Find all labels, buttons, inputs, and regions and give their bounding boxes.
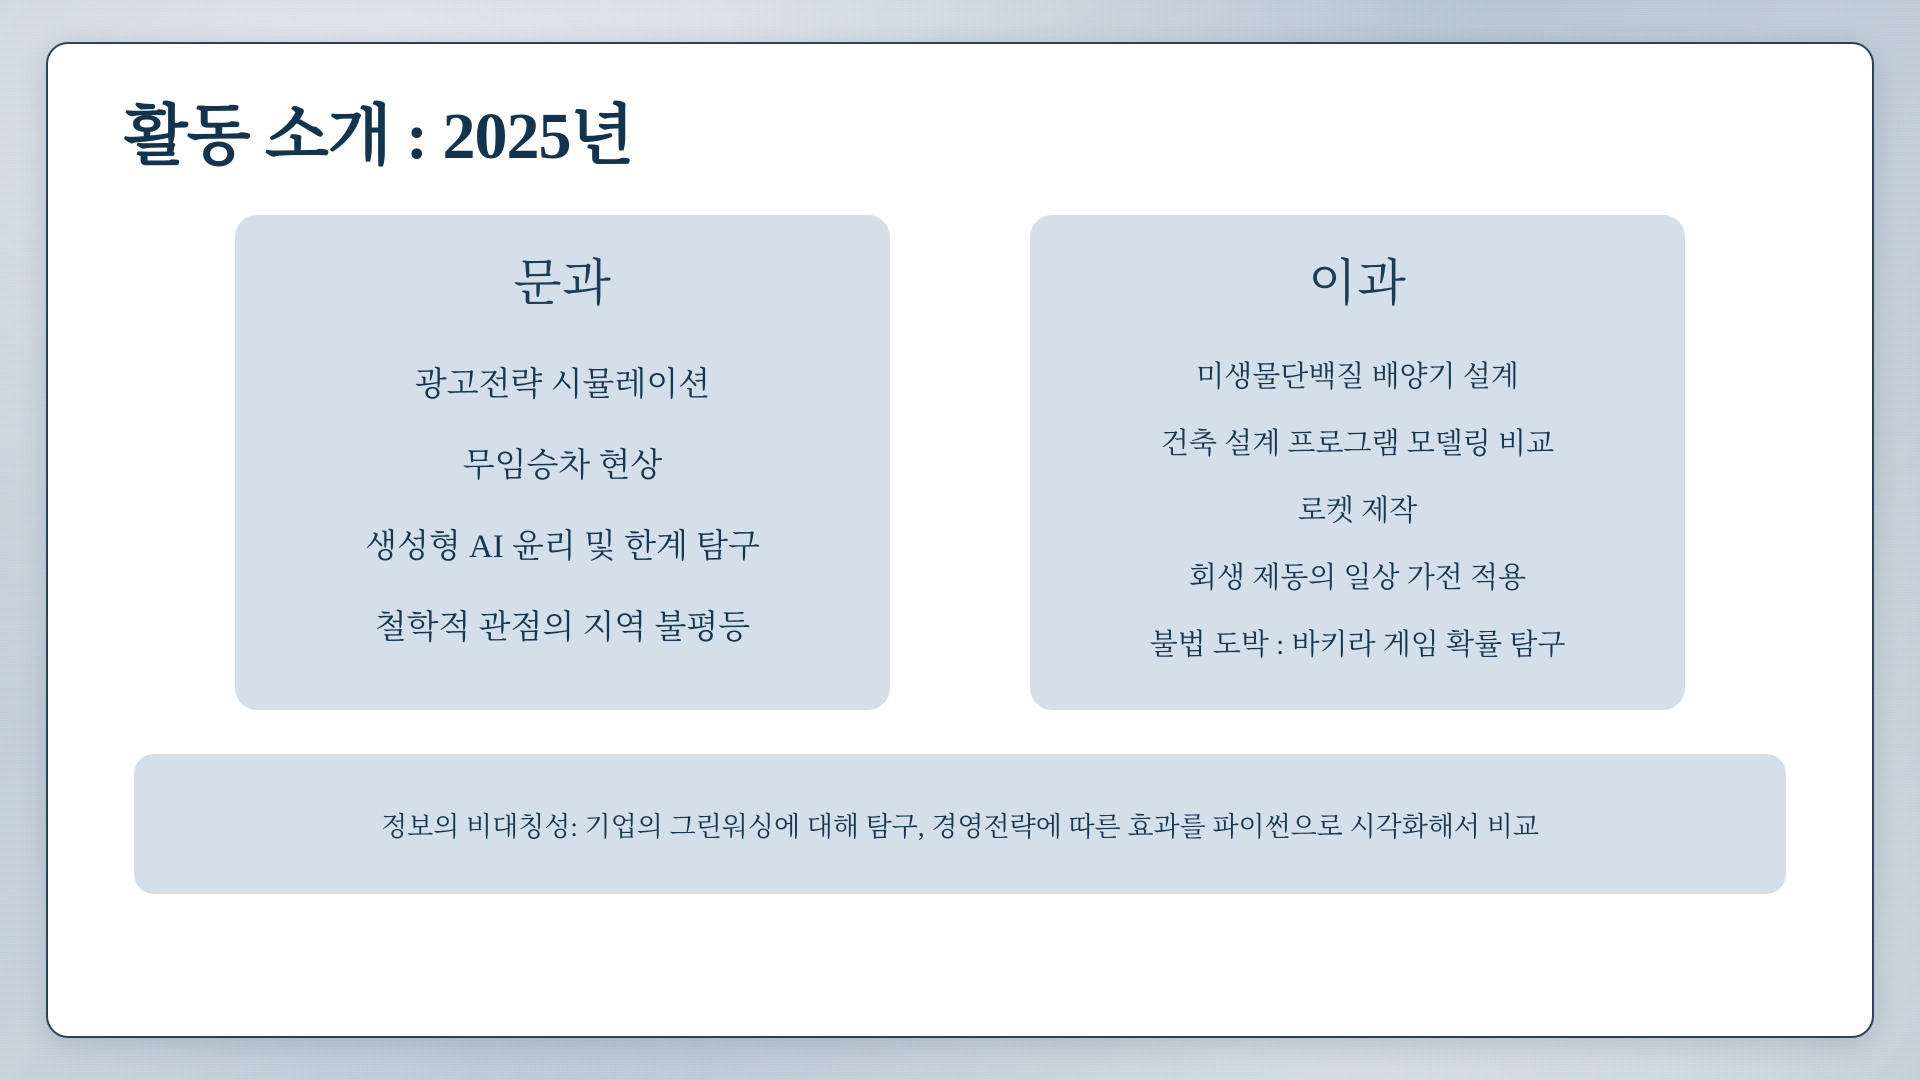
- list-item: 로켓 제작: [1297, 495, 1418, 528]
- panel-science-title: 이과: [1308, 255, 1407, 312]
- footer-note: [134, 754, 1786, 894]
- list-item: 건축 설계 프로그램 모델링 비교: [1160, 428, 1555, 461]
- list-item: 무임승차 현상: [462, 448, 663, 485]
- list-item: 철학적 관점의 지역 불평등: [374, 610, 751, 647]
- panel-humanities-items: [261, 341, 864, 665]
- list-item: 광고전략 시뮬레이션: [414, 367, 711, 404]
- panel-science-items: [1056, 341, 1659, 676]
- panel-humanities-title: 문과: [513, 255, 612, 312]
- list-item: 생성형 AI 윤리 및 한계 탐구: [365, 529, 760, 566]
- footer-note-text: 정보의 비대칭성: 기업의 그린워싱에 대해 탐구, 경영전략에 따른 효과를 파이썬으로 시각화해서 비교: [381, 811, 1539, 842]
- list-item: 불법 도박 : 바키라 게임 확률 탐구: [1149, 629, 1566, 662]
- page-title: 활동 소개 : 2025년: [124, 100, 634, 173]
- panel-science: [1030, 215, 1685, 710]
- panel-humanities: [235, 215, 890, 710]
- list-item: 미생물단백질 배양기 설계: [1196, 361, 1519, 394]
- slide-card: [46, 42, 1874, 1038]
- list-item: 회생 제동의 일상 가전 적용: [1188, 562, 1527, 595]
- track-panels: [112, 215, 1808, 710]
